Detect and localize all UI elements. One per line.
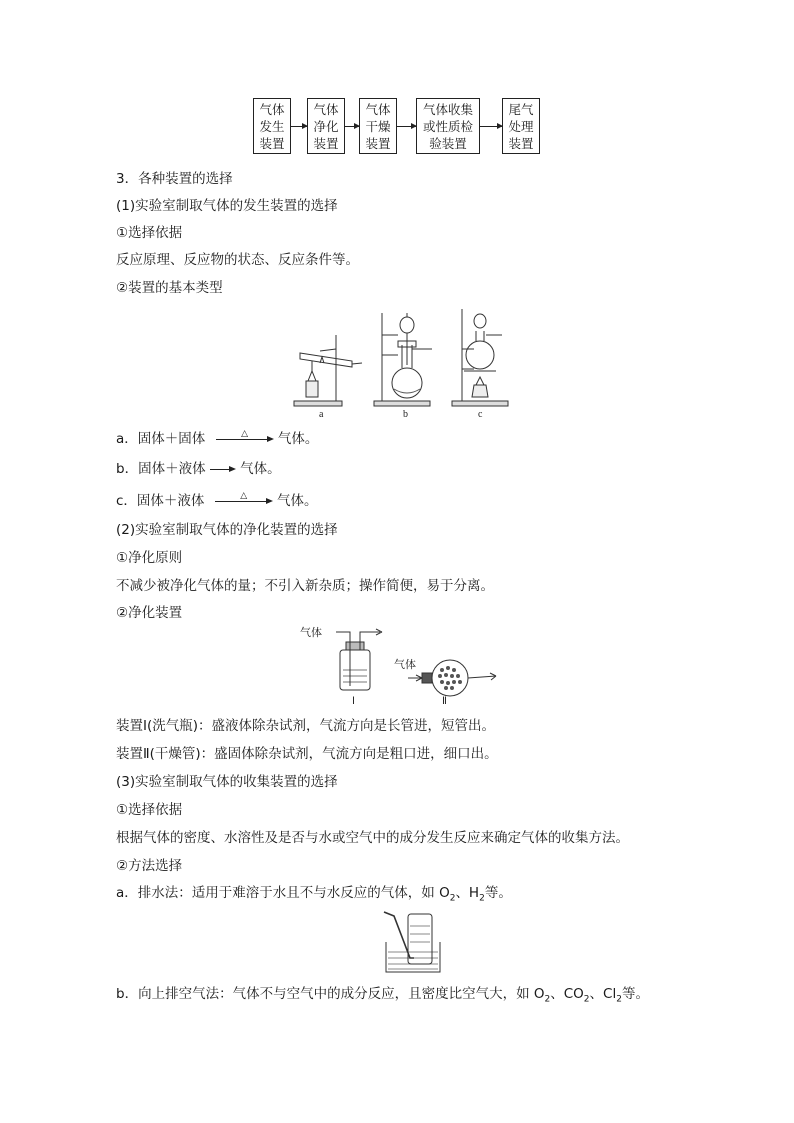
flow-box-text: 验装置 [429,136,467,151]
flow-box-generation [253,98,291,154]
reaction-b [116,460,281,478]
paragraph: 反应原理、反应物的状态、反应条件等。 [116,252,359,268]
water-collection-figure [380,908,446,978]
purification-apparatus-figure [296,624,506,708]
reaction-text: b．固体＋液体 [116,461,206,477]
paragraph: 装置Ⅰ(洗气瓶)：盛液体除杂试剂，气流方向是长管进，短管出。 [116,718,496,734]
figure-label-a: a [319,409,324,420]
subscript: 2 [479,893,485,904]
reaction-arrow [210,460,236,478]
flow-arrow [397,126,416,127]
flow-box-collection [416,98,480,154]
flow-box-text: 装置 [259,136,285,151]
flow-box-text: 气体 [313,102,339,117]
flow-box-text: 气体收集 [422,102,473,117]
point-title: ②装置的基本类型 [116,280,223,296]
reaction-text: 气体。 [277,431,319,447]
flow-box-text: 发生 [259,119,285,134]
flow-box-text: 装置 [365,136,391,151]
reaction-text: 气体。 [277,493,318,509]
reaction-c [116,492,318,510]
subscript: 2 [544,994,551,1005]
generator-apparatus-figure [292,305,512,421]
reaction-text: c．固体＋液体 [116,493,205,509]
point-title: ①净化原则 [116,550,183,566]
text-segment: b．向上排空气法：气体不与空气中的成分反应，且密度比空气大，如 O [116,986,545,1002]
flow-arrow [480,126,502,127]
flow-box-purification [307,98,345,154]
flow-box-tail-gas [502,98,540,154]
heat-arrow [215,492,273,510]
subsection-title: (1)实验室制取气体的发生装置的选择 [116,198,338,214]
flow-arrow [291,126,307,127]
point-title: ①选择依据 [116,802,183,818]
text-segment: 等。 [621,986,649,1002]
reaction-a [116,430,318,448]
section-heading: 3．各种装置的选择 [116,171,233,187]
heat-symbol: △ [241,429,249,439]
flow-box-text: 处理 [508,119,534,134]
paragraph: 不减少被净化气体的量；不引入新杂质；操作简便，易于分离。 [116,578,494,594]
flow-box-text: 净化 [313,119,339,134]
flow-arrow [345,126,359,127]
gas-label-2: 气体 [394,658,416,671]
device-label-2: Ⅱ [442,696,447,707]
flow-box-text: 气体 [259,102,285,117]
reaction-text: a．固体＋固体 [116,431,206,447]
subscript: 2 [616,994,622,1005]
device-label-1: Ⅰ [352,696,355,707]
reaction-text: 气体。 [240,461,281,477]
gas-label-1: 气体 [300,626,322,639]
text-segment: a．排水法：适用于难溶于水且不与水反应的气体，如 O [116,885,450,901]
point-title: ②净化装置 [116,605,183,621]
point-title: ①选择依据 [116,225,183,241]
point-title: ②方法选择 [116,858,183,874]
text-segment: 等。 [484,885,512,901]
flow-box-text: 装置 [313,136,339,151]
flow-box-drying [359,98,397,154]
subsection-title: (2)实验室制取气体的净化装置的选择 [116,522,338,538]
heat-arrow [216,430,274,448]
heat-symbol: △ [240,491,248,501]
flow-box-text: 装置 [508,136,534,151]
flow-box-text: 干燥 [365,119,391,134]
figure-label-c: c [478,409,483,420]
method-water-displacement [116,884,512,908]
method-upward-air-displacement [116,985,649,1009]
subscript: 2 [583,994,590,1005]
figure-label-b: b [403,409,408,420]
subsection-title: (3)实验室制取气体的收集装置的选择 [116,774,338,790]
flow-box-text: 气体 [365,102,391,117]
subscript: 2 [449,893,456,904]
text-segment: 、Cl [589,986,617,1002]
paragraph: 根据气体的密度、水溶性及是否与水或空气中的成分发生反应来确定气体的收集方法。 [116,830,629,846]
paragraph: 装置Ⅱ(干燥管)：盛固体除杂试剂，气流方向是粗口进，细口出。 [116,746,498,762]
text-segment: 、CO [550,986,584,1002]
flow-box-text: 或性质检 [422,119,473,134]
text-segment: 、H [455,885,480,901]
flow-box-text: 尾气 [508,102,534,117]
